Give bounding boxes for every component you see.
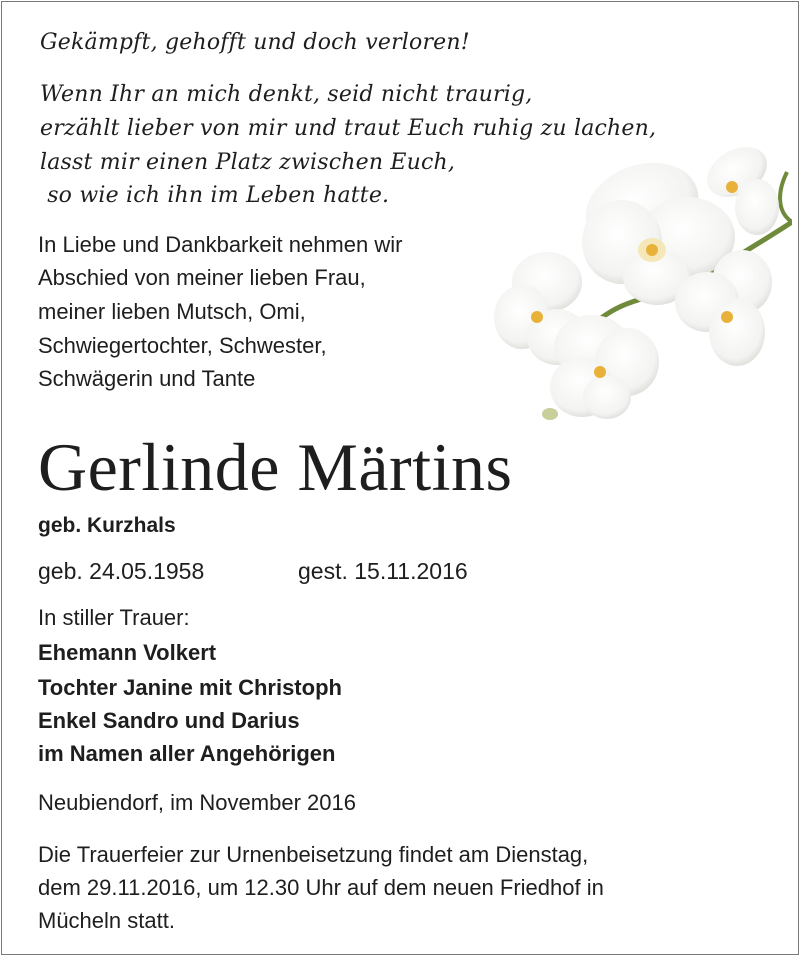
mourning-heading: In stiller Trauer: [38, 605, 190, 630]
mourner: Tochter Janine mit Christoph [38, 675, 342, 700]
motto: Gekämpft, gehofft und doch verloren! [40, 30, 470, 55]
service-line: dem 29.11.2016, um 12.30 Uhr auf dem neuen Friedhof in [38, 875, 604, 900]
obituary-notice [1, 1, 799, 955]
poem-line: lasst mir einen Platz zwischen Euch, [40, 150, 456, 175]
mourner: Ehemann Volkert [38, 640, 217, 665]
service-line: Mücheln statt. [38, 908, 175, 933]
mourner: Enkel Sandro und Darius [38, 708, 300, 733]
intro-line: meiner lieben Mutsch, Omi, [38, 299, 306, 324]
mourner: im Namen aller Angehörigen [38, 741, 336, 766]
deceased-name: Gerlinde Märtins [38, 429, 513, 505]
poem-line: so wie ich ihn im Leben hatte. [40, 183, 390, 208]
poem-line: Wenn Ihr an mich denkt, seid nicht traurig, [40, 82, 533, 107]
intro-line: Schwägerin und Tante [38, 366, 256, 391]
place-date: Neubiendorf, im November 2016 [38, 790, 356, 815]
intro-line: Abschied von meiner lieben Frau, [38, 265, 366, 290]
maiden-name: geb. Kurzhals [38, 514, 176, 537]
death-date: gest. 15.11.2016 [298, 558, 468, 584]
birth-date: geb. 24.05.1958 [38, 558, 205, 584]
service-line: Die Trauerfeier zur Urnenbeisetzung findet am Dienstag, [38, 842, 589, 867]
intro-line: Schwiegertochter, Schwester, [38, 333, 327, 358]
intro-line: In Liebe und Dankbarkeit nehmen wir [38, 232, 403, 257]
poem-line: erzählt lieber von mir und traut Euch ruhig zu lachen, [40, 116, 657, 141]
orchid-image [492, 132, 792, 432]
